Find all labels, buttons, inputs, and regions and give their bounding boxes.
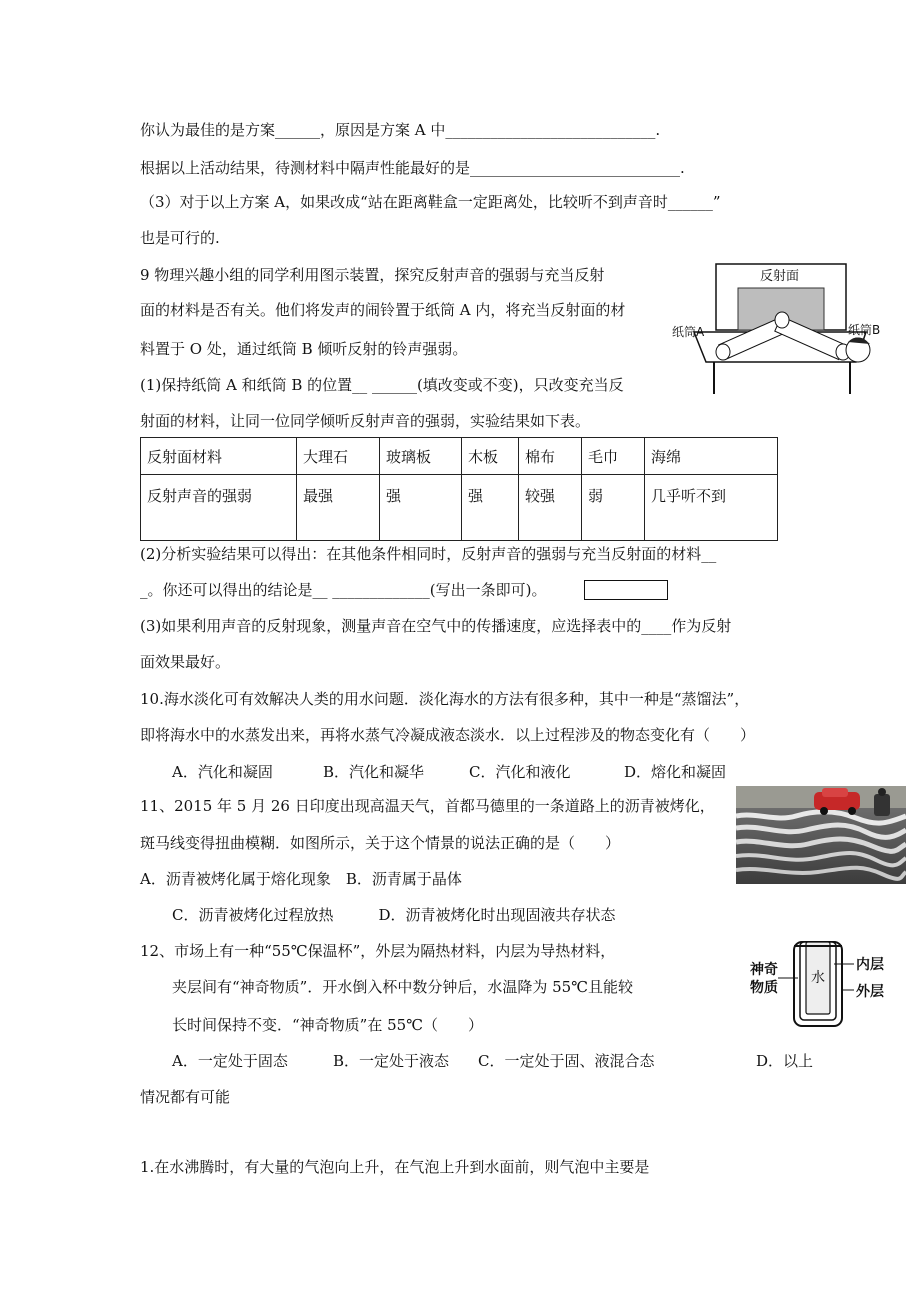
table-cell: 最强 — [297, 475, 380, 541]
outer-layer-label: 外层 — [856, 984, 884, 1000]
text-line: 也是可行的. — [140, 229, 220, 247]
insulated-cup-figure — [748, 938, 900, 1030]
inner-layer-label: 内层 — [856, 957, 884, 973]
q11-option-line: C．沥青被烤化过程放热 D．沥青被烤化时出现固液共存状态 — [172, 906, 616, 924]
q9-text: (1)保持纸筒 A 和纸筒 B 的位置__ ______(填改变或不变)，只改变充当反 — [140, 376, 624, 394]
q10-option-b: B．汽化和凝华 — [323, 763, 425, 781]
q9-text: 料置于 O 处，通过纸筒 B 倾听反射的铃声强弱。 — [140, 340, 468, 358]
q9-text: _。你还可以得出的结论是__ _____________(写出一条即可)。 — [140, 581, 547, 599]
q10-option-d: D．熔化和凝固 — [624, 763, 727, 781]
text-line: 你认为最佳的是方案______，原因是方案 A 中____________________________. — [140, 121, 661, 139]
table-cell: 反射声音的强弱 — [141, 475, 297, 541]
reflector-surface-label: 反射面 — [760, 269, 800, 284]
magic-substance-label: 物质 — [750, 980, 778, 996]
q1-text: 1.在水沸腾时，有大量的气泡向上升，在气泡上升到水面前，则气泡中主要是 — [140, 1158, 650, 1176]
table-cell: 反射面材料 — [141, 438, 297, 475]
q9-text: 面效果最好。 — [140, 653, 231, 671]
text-line: 根据以上活动结果，待测材料中隔声性能最好的是____________________________. — [140, 159, 685, 177]
q12-option-d: D．以上 — [756, 1052, 814, 1070]
q9-text: (3)如果利用声音的反射现象，测量声音在空气中的传播速度，应选择表中的____作为反射 — [140, 617, 732, 635]
table-cell: 木板 — [462, 438, 519, 475]
tube-a-label: 纸筒A — [672, 325, 705, 339]
reflector-apparatus-figure — [672, 262, 896, 398]
table-cell: 弱 — [582, 475, 645, 541]
table-cell: 强 — [380, 475, 462, 541]
q9-text: 面的材料是否有关。他们将发声的闹铃置于纸筒 A 内，将充当反射面的材 — [140, 301, 626, 319]
q10-option-c: C．汽化和液化 — [469, 763, 571, 781]
magic-substance-label: 神奇 — [750, 962, 778, 978]
q12-text: 夹层间有“神奇物质”．开水倒入杯中数分钟后，水温降为 55℃且能较 — [172, 978, 633, 996]
table-cell: 大理石 — [297, 438, 380, 475]
table-cell: 玻璃板 — [380, 438, 462, 475]
q11-text: 11、2015 年 5 月 26 日印度出现高温天气，首都马德里的一条道路上的沥青被烤化， — [140, 797, 715, 815]
tube-b-label: 纸筒B — [848, 323, 881, 337]
text-line: （3）对于以上方案 A，如果改成“站在距离鞋盒一定距离处，比较听不到声音时______” — [140, 193, 721, 211]
q10-text: 10.海水淡化可有效解决人类的用水问题．淡化海水的方法有很多种，其中一种是“蒸馏法”， — [140, 690, 750, 708]
table-cell: 毛巾 — [582, 438, 645, 475]
table-cell: 较强 — [519, 475, 582, 541]
q12-option-c: C．一定处于固、液混合态 — [478, 1052, 655, 1070]
q10-text: 即将海水中的水蒸发出来，再将水蒸气冷凝成液态淡水．以上过程涉及的物态变化有（ ） — [140, 726, 756, 744]
q9-text: (2)分析实验结果可以得出：在其他条件相同时，反射声音的强弱与充当反射面的材料__ — [140, 545, 717, 563]
q10-option-a: A．汽化和凝固 — [172, 763, 273, 781]
table-cell: 海绵 — [645, 438, 778, 475]
table-cell: 棉布 — [519, 438, 582, 475]
q12-option-a: A．一定处于固态 — [172, 1052, 288, 1070]
q11-option-line: A．沥青被烤化属于熔化现象 B．沥青属于晶体 — [140, 870, 462, 888]
melted-road-photo — [736, 786, 906, 884]
table-cell: 强 — [462, 475, 519, 541]
q9-text: 9 物理兴趣小组的同学利用图示装置，探究反射声音的强弱与充当反射 — [140, 266, 605, 284]
results-table — [140, 437, 778, 541]
table-cell: 几乎听不到 — [645, 475, 778, 541]
q12-text: 12、市场上有一种“55℃保温杯”，外层为隔热材料，内层为导热材料， — [140, 942, 616, 960]
cup-water-label: 水 — [811, 970, 825, 986]
q11-text: 斑马线变得扭曲模糊．如图所示，关于这个情景的说法正确的是（ ） — [140, 834, 621, 852]
table-header-row — [141, 438, 778, 475]
q12-text: 情况都有可能 — [140, 1088, 231, 1106]
q9-text: 射面的材料，让同一位同学倾听反射声音的强弱，实验结果如下表。 — [140, 412, 591, 430]
q12-option-b: B．一定处于液态 — [333, 1052, 450, 1070]
q12-text: 长时间保持不变．“神奇物质”在 55℃（ ） — [172, 1016, 483, 1034]
empty-answer-box — [584, 580, 668, 600]
table-row — [141, 475, 778, 541]
